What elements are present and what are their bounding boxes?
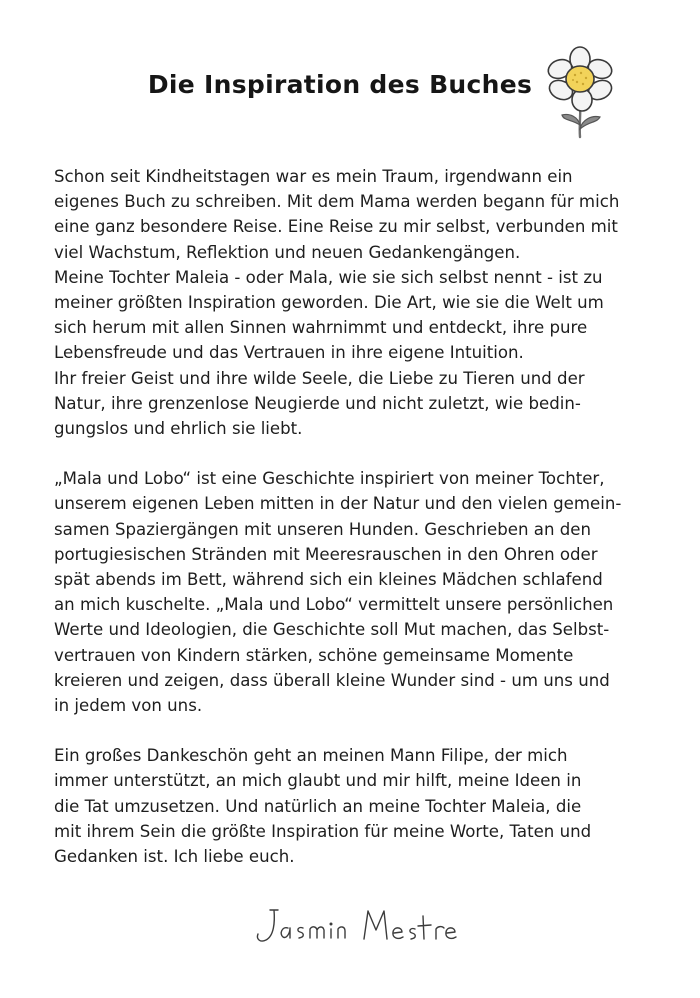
paragraph-thanks: Ein großes Dankeschön geht an meinen Mann Filipe, der mich immer unterstützt, an mich glaubt und mir hilft, meine Ideen in die Tat umzusetzen. Und natürlich an meine Tochter Maleia, die mit ihrem Sein die größte Inspiration für meine Worte, Taten und Gedanken ist. Ich liebe euch. [54, 746, 592, 867]
daisy-flower-icon [544, 45, 620, 141]
page-title: Die Inspiration des Buches [147, 70, 533, 99]
paragraph-inspiration: Schon seit Kindheitstagen war es mein Traum, irgendwann ein eigenes Buch zu schreiben. Mit dem Mama werden begann für mich eine ganz besondere Reise. Eine Reise zu mir selbst, verbunden mit viel Wachstum, Reflektion und neuen Gedankengängen. Meine Tochter Maleia - oder Mala, wie sie sich selbst nennt - ist zu meiner größten Inspiration geworden. Die Art, wie sie die Welt um sich herum mit allen Sinnen wahrnimmt und entdeckt, ihre pure Lebensfreude und das Vertrauen in ihre eigene Intuition. Ihr freier Geist und ihre wilde Seele, die Liebe zu Tieren und der Natur, ihre grenzenlose Neugierde und nicht zuletzt, wie bedin- gungslos und ehrlich sie liebt. [54, 167, 620, 439]
page-body [54, 164, 654, 869]
paragraph-story: „Mala und Lobo“ ist eine Geschichte inspiriert von meiner Tochter, unserem eigenen Leben mitten in der Natur und den vielen gemein- samen Spaziergängen mit unseren Hunden. Geschrieben an den portugiesischen Stränden mit Meeresrauschen in den Ohren oder spät abends im Bett, während sich ein kleines Mädchen schlafend an mich kuschelte. „Mala und Lobo“ vermittelt unsere persönlichen Werte und Ideologien, die Geschichte soll Mut machen, das Selbst- vertrauen von Kindern stärken, schöne gemeinsame Momente kreieren und zeigen, dass überall kleine Wunder sind - um uns und in jedem von uns. [54, 469, 622, 716]
handwritten-signature [248, 902, 464, 952]
